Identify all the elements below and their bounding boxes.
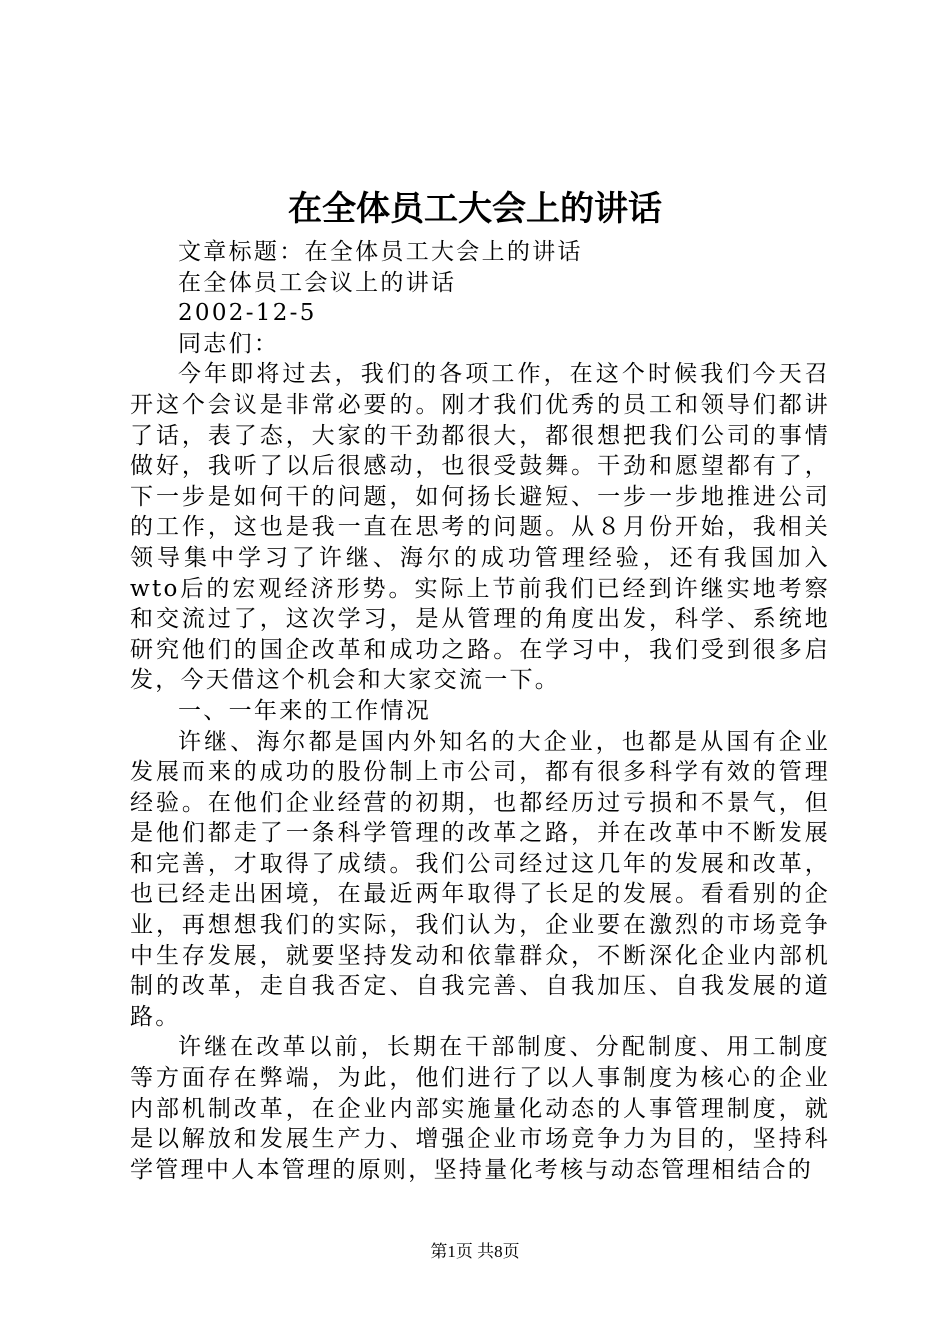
document-title: 在全体员工大会上的讲话 [288, 189, 662, 229]
document-body [130, 237, 830, 1185]
section-heading: 一、一年来的工作情况 [178, 697, 431, 724]
salutation-line: 同志们： [178, 330, 280, 357]
article-title-line: 文章标题：在全体员工大会上的讲话 [178, 239, 583, 265]
page-footer: 第1页 共8页 [430, 1242, 520, 1261]
paragraph: 许继在改革以前，长期在干部制度、分配制度、用工制度等方面存在弊端，为此，他们进行了以人事制度为核心的企业内部机制改革，在企业内部实施量化动态的人事管理制度，就是以解放和发展生产力、增强企业市场竞争力为目的，坚持科学管理中人本管理的原则，坚持量化考核与动态管理相结合的 [130, 1034, 830, 1183]
date-line: 2002-12-5 [178, 300, 317, 327]
paragraph: 今年即将过去，我们的各项工作，在这个时候我们今天召开这个会议是非常必要的。刚才我们优秀的员工和领导们都讲了话，表了态，大家的干劲都很大，都很想把我们公司的事情做好，我听了以后很感动，也很受鼓舞。干劲和愿望都有了，下一步是如何干的问题，如何扬长避短、一步一步地推进公司的工作，这也是我一直在思考的问题。从８月份开始，我相关领导集中学习了许继、海尔的成功管理经验，还有我国加入wto后的宏观经济形势。实际上节前我们已经到许继实地考察和交流过了，这次学习，是从管理的角度出发，科学、系统地研究他们的国企改革和成功之路。在学习中，我们受到很多启发，今天借这个机会和大家交流一下。 [130, 361, 830, 694]
paragraph: 许继、海尔都是国内外知名的大企业，也都是从国有企业发展而来的成功的股份制上市公司，都有很多科学有效的管理经验。在他们企业经营的初期，也都经历过亏损和不景气，但是他们都走了一条科学管理的改革之路，并在改革中不断发展和完善，才取得了成绩。我们公司经过这几年的发展和改革，也已经走出困境，在最近两年取得了长足的发展。看看别的企业，再想想我们的实际，我们认为，企业要在激烈的市场竞争中生存发展，就要坚持发动和依靠群众，不断深化企业内部机制的改革，走自我否定、自我完善、自我加压、自我发展的道路。 [130, 728, 830, 1030]
speech-title-line: 在全体员工会议上的讲话 [178, 269, 457, 296]
